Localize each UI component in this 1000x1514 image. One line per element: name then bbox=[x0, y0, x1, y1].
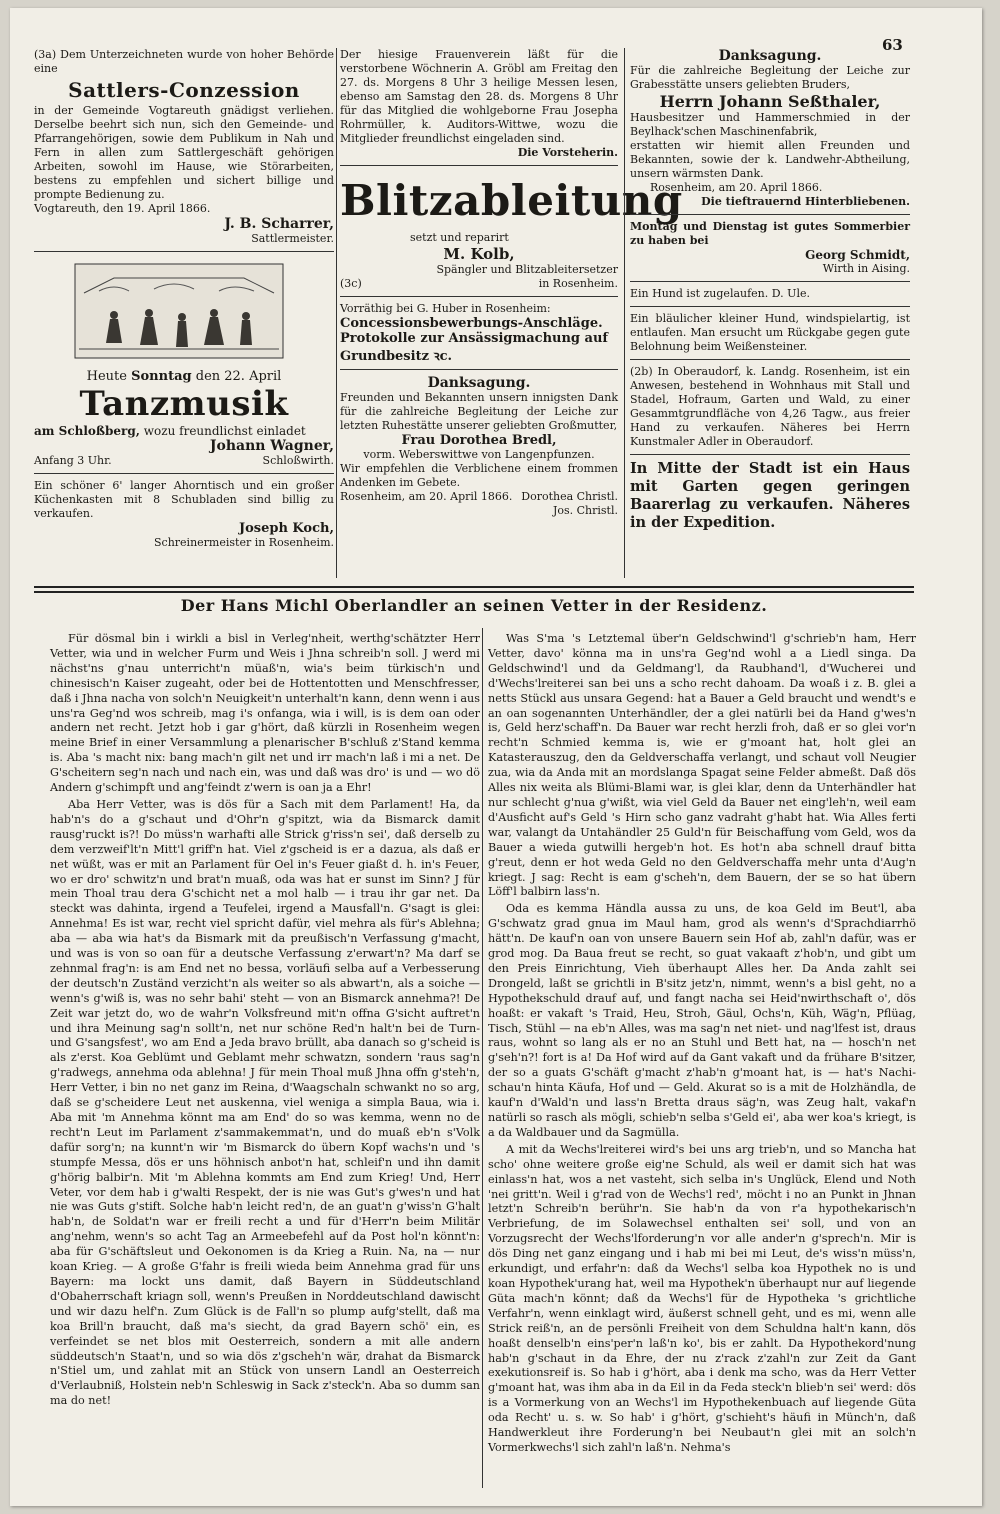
sattler-title: Sattlers-Conzession bbox=[68, 78, 300, 102]
beer-ad: Montag und Dienstag ist gutes Sommerbier zu haben bei bbox=[630, 220, 910, 247]
blitz-title: Blitzableitung bbox=[340, 176, 683, 225]
dance-footer bbox=[34, 454, 334, 468]
frauenverein-sign: Die Vorsteherin. bbox=[517, 146, 618, 159]
column-divider bbox=[624, 48, 625, 578]
forms-note: Vorräthig bei G. Huber in Rosenheim: bbox=[340, 302, 551, 315]
estate-ad: (2b) In Oberaudorf, k. Landg. Rosenheim, ist ein Anwesen, bestehend in Wohnhaus mit Stall und Stadel, Hofraum, Garten und Wald, zu einer Gesammtgrundfläche von 4,26 Tagw., aus freier Hand zu verkaufen. Näheres bei Herrn Kunstmaler Adler in Oberaudorf. bbox=[630, 365, 910, 448]
blitz-place: in Rosenheim. bbox=[538, 277, 618, 290]
thanks-body-2: Wir empfehlen die Verblichene einem frommen Andenken im Gebete. bbox=[340, 462, 618, 489]
story-paragraph: Aba Herr Vetter, was is dös für a Sach mit dem Parlament! Ha, da hab'n's do a g'schaut und d'Ohr'n g'spitzt, wia da Bismarck damit rausg'ruckt is?! Do müss'n warhafti alle Strick g'riss'n sei', daß derselb zu dem verzweif'lt'n Mitt'l griff'n hat. Viel z'gscheid is er a dazua, als daß er net wüßt, was er mit an Parlament für Oel in's Feuer giaßt d. h. in's Feuer, wo er dro' schwitz'n und brat'n muaß, oda was hat er sunst im Sinn? J für mein Thoal trau dera G'schicht net a mol halb — i trau ihr gar net. Da steckt was dahinta, irgend a Teufelei, irgend a Mausfall'n. G'sagt is glei: Annehma! Es ist war, recht viel spricht dafür, viel mehra als für's Ablehna; aba — aba wia hat's da Bismark mit da preußisch'n Verfassung g'macht, und was is von so oan für a deutsche Verfassung z'erwart'n? Ma darf se zehnmal frag'n: is am End net no bessa, vorläufi selba auf a Verbesserung der deutsch'n Zuständ verzicht'n als weiter so als abwart'n, als a soiche — wenn's g'wiß is, was no sehr bahi' steht — von an Bismarck annehma?! De Zeit war jetzt do, wo de wahr'n Volksfreund mit'n offna G'sicht auftret'n und ihra Meinung sag'n sollt'n, net nur schöne Red'n halt'n bei de Turn- und G'sangsfest', wo am End a Jeda bravo brüllt, aba danach so g'scheid is als z'erst. Koa Geblümt und Geblamt mehr schwatzn, sondern 'raus sag'n g'radwegs, annehma oda ablehna! J für mein Thoal muß Jhna offn g'steh'n, Herr Vetter, i bin no net ganz im Reina, d'Waagschaln schwankt no so arg, daß se g'scheidere Leut net auskenna, viel weniga a simpla Baua, wia i. Aba mit 'm Annehma könnt ma am End' do so was kemma, wenn no de recht'n Leut im Parlament z'sammakemmat'n, und do muaß eb'n s'Volk dafür sorg'n; na kunnt'n wir 'm Bismarck do übern Kopf wachs'n und 's stumpfe Messa, dös er uns höhnisch anbot'n hat, schleif'n und ihn damit g'hörig balbir'n. Mit 'm Ablehna kommts am End zum Krieg! Und, Herr Veter, vor dem hab i g'walti Respekt, der is nie was Gut's g'wes'n und hat nie was Guts g'stift. Solche hab'n leicht red'n, de an guat'n g'wiss'n G'halt hab'n, de Soldat'n war er freili recht a und für d'Herr'n beim Militär ang'nehm, wenn's so acht Tag an Armeebefehl auf da Post hol'n könnt'n: aba für G'schäftsleut und Oekonomen is da Krieg a Ruin. Na, na — nur koan Krieg. — A große G'fahr is freili wieda beim Annehma grad für uns Bayern: ma lockt uns damit, daß Bayern in Süddeutschland d'Obaherrschaft kriagn soll, wenn's Preußen in Norddeutschland dawischt und wir dazu helf'n. Zum Glück is de Fall'n so plump aufg'stellt, daß ma koa Brill'n braucht, daß ma's siecht, da grad Bayern schö' ein, es verfeindet se net blos mit Oesterreich, sondern a mit alle andern süddeutsch'n Staat'n, und so wia dös z'gscheh'n wär, drahat da Bismarck n'Stiel um, und zahlat mit an Stück von unsern Landl an Oesterreich d'Verlaubniß, Holstein neb'n Schleswig in Sack z'steck'n. Aba so dumm san ma do net! bbox=[50, 797, 480, 1408]
story-paragraph: Oda es kemma Händla aussa zu uns, de koa Geld im Beut'l, aba G'schwatz grad gnua im Maul ham, grod als wenn's d'Sprachdiarrhö hätt'n. De kauf'n oan von unsere Bauern sein Hof ab, zahl'n dafür, was er grod mog. Da Baua freut se recht, so guat vakaaft z'hob'n, und gibt um den Preis Einrichtung, Vieh überhaupt Alles her. Da Anda zahlt sei Drongeld, laßt se grichtli in B'sitz jetz'n, nimmt, wenn's a bisl geht, no a Hypothekschuld drauf auf, und fangt nacha sei Heid'nwirthschaft o', dös hoaßt: er vakaft 's Traid, Heu, Stroh, Gäul, Ochs'n, Küh, Wäg'n, Pflüag, Tisch, Stühl — na eb'n Alles, was ma sag'n net niet- und nag'lfest ist, draus raus, wohnt so lang als er no an Stuhl und Bett hat, na — hosch'n net g'seh'n?! fort is a! Da Hof wird auf da Gant vakaft und da frühare B'sitzer, der so a guats G'schäft g'macht z'hab'n g'moant hat, is — hat's Nachi- schau'n hinta Käufa, Hof und — Geld. Akurat so is a mit de Holzhändla, de kauf'n d'Wald'n und lass'n Bretta draus säg'n, was Zeug halt, vakaf'n natürli so rasch als mögli, schieb'n selba s'Geld ei', aba wer koa's kriegt, is a da Waldbauer und da Sagmülla. bbox=[488, 902, 916, 1139]
sattler-body: in der Gemeinde Vogtareuth gnädigst verliehen. Derselbe beehrt sich nun, sich den Gemeinde- und Pfarrangehörigen, sowie dem Publikum in Nah und Fern in allen zum Sattlergeschäft gehörigen Arbeiten, sowohl im Hause, wie Störarbeiten, bestens zu empfehlen und sichert billige und prompte Bedienung zu. bbox=[34, 104, 334, 201]
dance-engraving-image bbox=[74, 263, 284, 359]
divider bbox=[630, 306, 910, 307]
thanks-name: Frau Dorothea Bredl, bbox=[401, 433, 557, 448]
blitz-body: setzt und reparirt bbox=[410, 231, 509, 244]
thanks-footer bbox=[340, 490, 618, 504]
ads-column-1 bbox=[34, 48, 334, 550]
dank-date: Rosenheim, am 20. April 1866. bbox=[650, 181, 823, 194]
story-paragraph: Für dösmal bin i wirkli a bisl in Verleg'nheit, werthg'schätzter Herr Vetter, wia und in welcher Furm und Weis i Jhna schreib'n soll. J werd mi nächst'ns g'nau unterricht'n müaß'n, wia's beim türkisch'n und chinesisch'n Kaiser zugeaht, oder bei de Hottentotten und Menschfresser, daß i Jhna nacha von solch'n Neuigkeit'n unterhalt'n kann, denn wenn i aus uns'ra Geg'nd wos schreib, mag i's onfanga, wia i will, is is dem oan oder andern net recht. Jetzt hob i gar g'hört, daß kürzli in Rosenheim wegen meine Brief in einer Versammlung a plenarischer B'schluß z'Stand kemma is. Aba 's macht nix: bang mach'n gilt net und irr mach'n laß i mi a net. De G'scheitern seg'n nach und nach ein, was und daß was dro' is und — wo dö Andern g'schimpft und ang'feindt z'wern is oan ja a Ehr! bbox=[50, 632, 480, 795]
dance-place-name: am Schloßberg, bbox=[34, 424, 140, 438]
dank-body-3: erstatten wir hiemit allen Freunden und Bekannten, sowie der k. Landwehr-Abtheilung, unsern wärmsten Dank. bbox=[630, 139, 910, 180]
blitz-footer bbox=[340, 277, 618, 291]
divider bbox=[630, 454, 910, 455]
dance-start: Anfang 3 Uhr. bbox=[34, 454, 112, 467]
story-paragraph: Was S'ma 's Letztemal über'n Geldschwind'l g'schrieb'n ham, Herr Vetter, davo' könna ma in uns'ra Geg'nd wohl a a Liedl singa. Da Geldschwind'l und da Geldmang'l, da Raubhand'l, d'Wucherei und d'Wechs'lreiterei san bei uns a scho recht dahoam. Da woaß i z. B. glei a netts Stückl aus unsara Gegend: hat a Bauer a Geld braucht und wendt's e an oan sogenannten Unterhändler, der a glei natürli bei da Hand g'wes'n is, Geld herz'schaff'n. Da Bauer war recht herzli froh, daß er so glei vor'n recht'n Schmied kemma is, wie er g'moant hat, holt glei an Katasterauszug, den da Geldverschaffa verlangt, und schaut voll Neugier zua, wia da Anda mit an mordslanga Spagat seine Felder abmeßt. Daß dös Alles nix weita als Blümi-Blami war, is glei klar, denn da Unterhändler hat nur schlecht g'nua g'wißt, wia viel Geld da Bauer net eing'leh'n, weil eam d'Ausficht auf's Geld 's Hirn scho ganz vadraht g'habt hat. Wia Alles ferti war, valangt da Untahändler 25 Guld'n für Beischaffung vom Geld, wos da Bauer a wieda gutwilli hergeb'n hot. Es hot'n aba schnell drauf bitta g'reut, denn er hot weda Geld no den Geldverschaffa mehr unta d'Aug'n kriegt. J sag: Recht is eam g'scheh'n, dem Bauern, der se so hat übern Löff'l balbirn lass'n. bbox=[488, 632, 916, 899]
column-divider bbox=[336, 48, 337, 578]
story-title: Der Hans Michl Oberlandler an seinen Vetter in der Residenz. bbox=[180, 596, 768, 615]
ads-column-2 bbox=[340, 48, 683, 518]
forms-title-2: Protokolle zur Ansässigmachung auf Grundbesitz ꝛc. bbox=[340, 331, 609, 364]
dance-place bbox=[34, 424, 334, 438]
page-number: 63 bbox=[882, 36, 903, 54]
dank-name: Herrn Johann Seßthaler, bbox=[659, 92, 881, 111]
newspaper-page bbox=[10, 8, 982, 1506]
dance-date-day: Sonntag bbox=[131, 369, 192, 384]
dank-title: Danksagung. bbox=[718, 48, 822, 64]
dank-body-1: Für die zahlreiche Begleitung der Leiche zur Grabesstätte unsers geliebten Bruders, bbox=[630, 64, 910, 91]
frauenverein-notice: Der hiesige Frauenverein läßt für die verstorbene Wöchnerin A. Gröbl am Freitag den 27. ds. Morgens 8 Uhr 3 heilige Messen lesen, ebenso am Samstag den 28. ds. Morgens 8 Uhr für das Mitglied die wohlgeborne Frau Josepha Rohrmüller, k. Auditors-Wittwe, wozu die Mitglieder freundlichst eingeladen sind. bbox=[340, 48, 618, 145]
house-ad: In Mitte der Stadt ist ein Haus mit Garten gegen geringen Baarerlag zu verkaufen. Näheres in der Expedition. bbox=[630, 460, 910, 531]
ads-column-3 bbox=[630, 48, 910, 532]
blitz-role: Spängler und Blitzableitersetzer bbox=[436, 263, 618, 276]
dance-place-text: wozu freundlichst einladet bbox=[143, 424, 306, 438]
story-column-right bbox=[488, 632, 916, 1458]
divider bbox=[34, 473, 334, 474]
dog2-ad: Ein bläulicher kleiner Hund, windspielartig, ist entlaufen. Man ersucht um Rückgabe gegen gute Belohnung beim Weißensteiner. bbox=[630, 312, 910, 353]
thanks-date: Rosenheim, am 20. April 1866. bbox=[340, 490, 513, 503]
dank-sign: Die tieftrauernd Hinterbliebenen. bbox=[701, 195, 910, 208]
forms-title-1: Concessionsbewerbungs-Anschläge. bbox=[340, 316, 603, 331]
dance-date bbox=[34, 369, 334, 384]
dance-host-role: Schloßwirth. bbox=[262, 454, 334, 467]
column-divider bbox=[482, 628, 483, 1488]
divider bbox=[630, 359, 910, 360]
thanks-sign-2: Jos. Christl. bbox=[552, 504, 618, 517]
sattler-intro: (3a) Dem Unterzeichneten wurde von hoher Behörde eine bbox=[34, 48, 334, 75]
dank-body-2: Hausbesitzer und Hammerschmied in der Beylhack'schen Maschinenfabrik, bbox=[630, 111, 910, 138]
thanks-body: Freunden und Bekannten unsern innigsten Dank für die zahlreiche Begleitung der Leiche zur letzten Ruhestätte unserer geliebten Großmutter, bbox=[340, 391, 618, 432]
beer-name: Georg Schmidt, bbox=[805, 248, 910, 262]
thanks-title: Danksagung. bbox=[427, 375, 531, 391]
table-role: Schreinermeister in Rosenheim. bbox=[154, 536, 334, 549]
dance-host: Johann Wagner, bbox=[209, 438, 334, 454]
divider bbox=[630, 281, 910, 282]
blitz-name: M. Kolb, bbox=[443, 245, 515, 263]
divider bbox=[630, 214, 910, 215]
blitz-code: (3c) bbox=[340, 277, 362, 290]
thanks-sign-1: Dorothea Christl. bbox=[521, 490, 618, 503]
table-ad: Ein schöner 6' langer Ahorntisch und ein großer Küchenkasten mit 8 Schubladen sind billig zu verkaufen. bbox=[34, 479, 334, 520]
dance-date-prefix: Heute bbox=[86, 369, 127, 384]
divider bbox=[34, 251, 334, 252]
divider bbox=[340, 165, 618, 166]
dog-ad: Ein Hund ist zugelaufen. D. Ule. bbox=[630, 287, 810, 300]
dance-date-suffix: den 22. April bbox=[195, 369, 282, 384]
story-column-left bbox=[50, 632, 480, 1411]
section-rule bbox=[34, 586, 914, 593]
story-paragraph: A mit da Wechs'lreiterei wird's bei uns arg trieb'n, und so Mancha hat scho' ohne weitere große eig'ne Schuld, als weil er damit sich hat was einlass'n hat, wos a net vasteht, sich selba in's Unglück, Elend und Noth 'nei gritt'n. Weil i g'rad von de Wechs'l red', möcht i no an Punkt in Jhnan letzt'n Schreib'n berühr'n. Sie hab'n da von r'a hypothekarisch'n Verbriefung, de im Solawechsel enthalten sei' soll, und von an Vorzugsrecht der Wechs'lforderung'n vor alle ander'n g'sprech'n. Mir is dös Ding net ganz eingang und i hab mi bei mi Leut, de's wiss'n müss'n, erkundigt, und erfahr'n: daß da Wechs'l selba koa Hypothek no is und koan Hypothek'urang hat, weil ma Hypothek'n überhaupt nur auf liegende Güta mach'n könnt; daß da Wechs'l für de Hypotheka 's grichtliche Verfahr'n, wenn einklagt wird, äußerst schnell geht, und es mi, wenn alle Strick reiß'n, an de persönli Freiheit von dem Schuldna halt'n kann, dös hoaßt denselb'n eins'per'n laß'n ko', bis er zahlt. Da Hypothekord'nung hab'n g'schaut in da Ehre, der nu z'rack z'zahl'n zur Zeit da Gant exekutionsreif is. So hab i g'hört, aba i denk ma scho, was da Herr Vetter g'moant hat, was ihm aba in da Eil in da Feda steck'n blieb'n sei' werd: dös is a Vormerkung von an Wechs'l im Hypothekenbuach auf liegende Güta oda Recht' u. s. w. So hab' i g'hört, g'schieht's häufi in Münch'n, daß Handwerkleut ihre Forderung'n bei Neubaut'n glei mit an solch'n Vormerkwechs'l sich zahl'n laß'n. Nehma's bbox=[488, 1142, 916, 1454]
table-name: Joseph Koch, bbox=[238, 521, 334, 536]
sattler-date: Vogtareuth, den 19. April 1866. bbox=[34, 202, 211, 215]
sattler-role: Sattlermeister. bbox=[251, 232, 334, 245]
dance-title: Tanzmusik bbox=[79, 384, 289, 424]
divider bbox=[340, 369, 618, 370]
thanks-name-2: vorm. Weberswittwe von Langenpfunzen. bbox=[363, 448, 595, 461]
sattler-name: J. B. Scharrer, bbox=[224, 216, 334, 232]
divider bbox=[340, 296, 618, 297]
beer-role: Wirth in Aising. bbox=[822, 262, 910, 275]
